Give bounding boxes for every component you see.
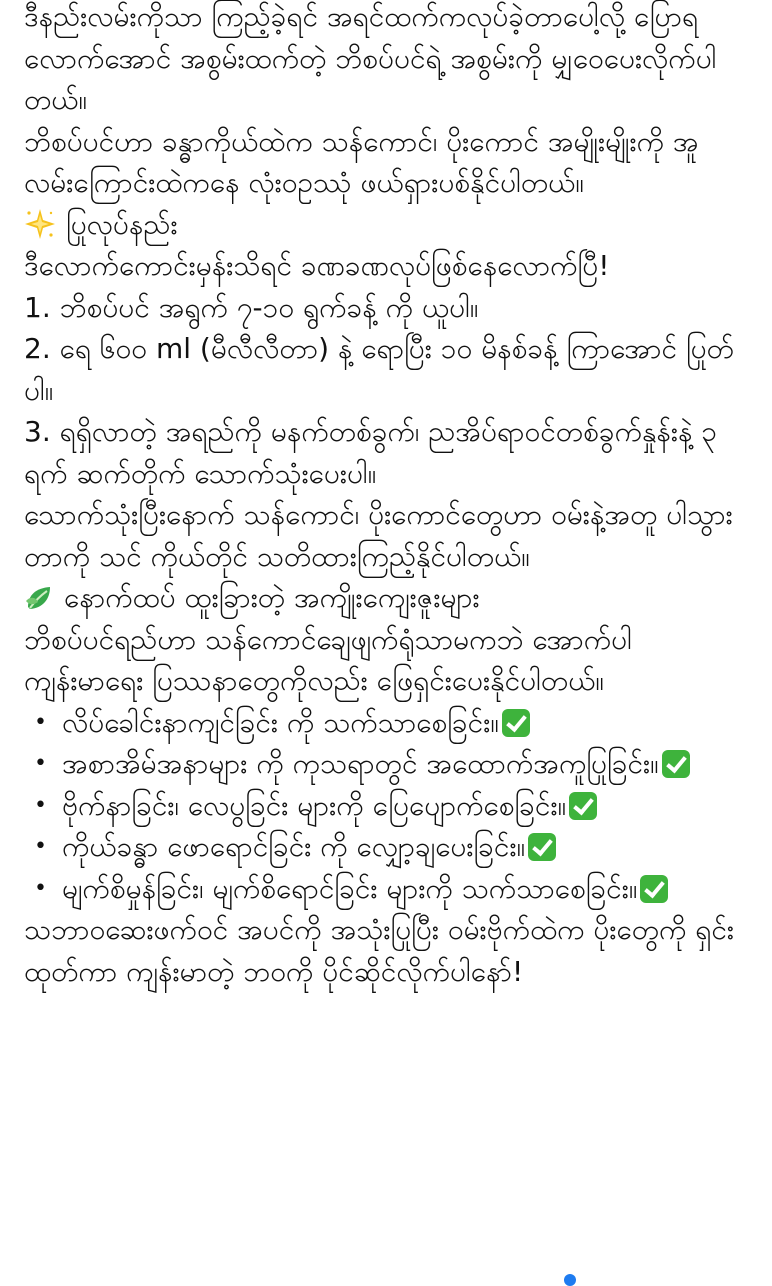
benefit-text: လိပ်ခေါင်းနာကျင်ခြင်း ကို သက်သာစေခြင်း။ bbox=[62, 705, 499, 739]
bullet: • bbox=[34, 709, 47, 735]
list-item bbox=[24, 702, 750, 744]
check-mark-icon bbox=[662, 750, 690, 778]
check-mark-icon bbox=[569, 792, 597, 820]
list-item bbox=[24, 743, 750, 785]
method-after: သောက်သုံးပြီးနောက် သန်ကောင်၊ ပိုးကောင်တွေဟာ ဝမ်းနဲ့အတူ ပါသွားတာကို သင် ကိုယ်တိုင် သတိထားကြည့်နိုင်ပါတယ်။ bbox=[24, 498, 733, 573]
check-mark-icon bbox=[528, 833, 556, 861]
bullet: • bbox=[34, 834, 47, 859]
post-body bbox=[24, 0, 750, 992]
method-lead: ဒီလောက်ကောင်းမှန်းသိရင် ခဏခဏလုပ်ဖြစ်နေလောက်ပြီ! bbox=[24, 249, 610, 282]
bullet: • bbox=[34, 792, 47, 818]
method-heading bbox=[24, 204, 750, 246]
bullet: • bbox=[34, 751, 47, 776]
list-item bbox=[24, 826, 750, 868]
scroll-indicator[interactable] bbox=[564, 1274, 576, 1286]
benefits-heading bbox=[24, 577, 750, 619]
benefit-text: အစာအိမ်အနာများ ကို ကုသရာတွင် အထောက်အကူပြုခြင်း။ bbox=[62, 747, 659, 780]
intro-paragraph: ဒီနည်းလမ်းကိုသာ ကြည့်ခဲ့ရင် အရင်ထက်ကလုပ်ခဲ့တာပေါ့လို့ ပြောရလောက်အောင် အစွမ်းထက်တဲ့ ဘိစပ်ပင်ရဲ့ အစွမ်းကို မျှဝေပေးလိုက်ပါတယ်။ bbox=[24, 0, 717, 116]
step-3: 3. ရရှိလာတဲ့ အရည်ကို မနက်တစ်ခွက်၊ ညအိပ်ရာဝင်တစ်ခွက်နှုန်းနဲ့ ၃ ရက် ဆက်တိုက် သောက်သုံးပေးပါ။ bbox=[24, 415, 718, 490]
step-2: 2. ရေ ၆၀၀ ml (မီလီလီတာ) နဲ့ ရောပြီး ၁၀ မိနစ်ခန့် ကြာအောင် ပြုတ်ပါ။ bbox=[24, 332, 734, 407]
herb-leaf-icon bbox=[24, 583, 54, 613]
closing-paragraph: သဘာဝဆေးဖက်ဝင် အပင်ကို အသုံးပြုပြီး ဝမ်းဗိုက်ထဲက ပိုးတွေကို ရှင်းထုတ်ကာ ကျန်းမာတဲ့ ဘဝကို ပိုင်ဆိုင်လိုက်ပါနော်! bbox=[24, 913, 734, 988]
benefit-text: ကိုယ်ခန္ဓာ ဖောရောင်ခြင်း ကို လျှော့ချပေးခြင်း။ bbox=[62, 830, 526, 863]
benefits-list bbox=[24, 702, 750, 910]
benefits-lead: ဘိစပ်ပင်ရည်ဟာ သန်ကောင်ချေဖျက်ရုံသာမကဘဲ အောက်ပါကျန်းမာရေး ပြဿနာတွေကိုလည်း ဖြေရှင်းပေးနိုင်ပါတယ်။ bbox=[24, 622, 632, 697]
benefit-text: ဗိုက်နာခြင်း၊ လေပွခြင်း များကို ပြေပျောက်စေခြင်း။ bbox=[62, 788, 567, 822]
benefits-heading-text: နောက်ထပ် ထူးခြားတဲ့ အကျိုးကျေးဇူးများ bbox=[64, 581, 480, 614]
sparkle-star-icon bbox=[24, 208, 56, 240]
check-mark-icon bbox=[640, 875, 668, 903]
step-1: 1. ဘိစပ်ပင် အရွက် ၇-၁၀ ရွက်ခန့် ကို ယူပါ။ bbox=[24, 290, 479, 324]
bullet: • bbox=[34, 875, 47, 901]
benefit-text: မျက်စိမှုန်ခြင်း၊ မျက်စိရောင်ခြင်း များကို သက်သာစေခြင်း။ bbox=[62, 871, 638, 905]
intro-paragraph-2: ဘိစပ်ပင်ဟာ ခန္ဓာကိုယ်ထဲက သန်ကောင်၊ ပိုးကောင် အမျိုးမျိုးကို အူလမ်းကြောင်းထဲကနေ လုံးဝဥဿုံ ဖယ်ရှားပစ်နိုင်ပါတယ်။ bbox=[24, 124, 699, 199]
method-heading-text: ပြုလုပ်နည်း bbox=[66, 207, 178, 241]
check-mark-icon bbox=[502, 709, 530, 737]
list-item bbox=[24, 785, 750, 827]
list-item bbox=[24, 868, 750, 910]
